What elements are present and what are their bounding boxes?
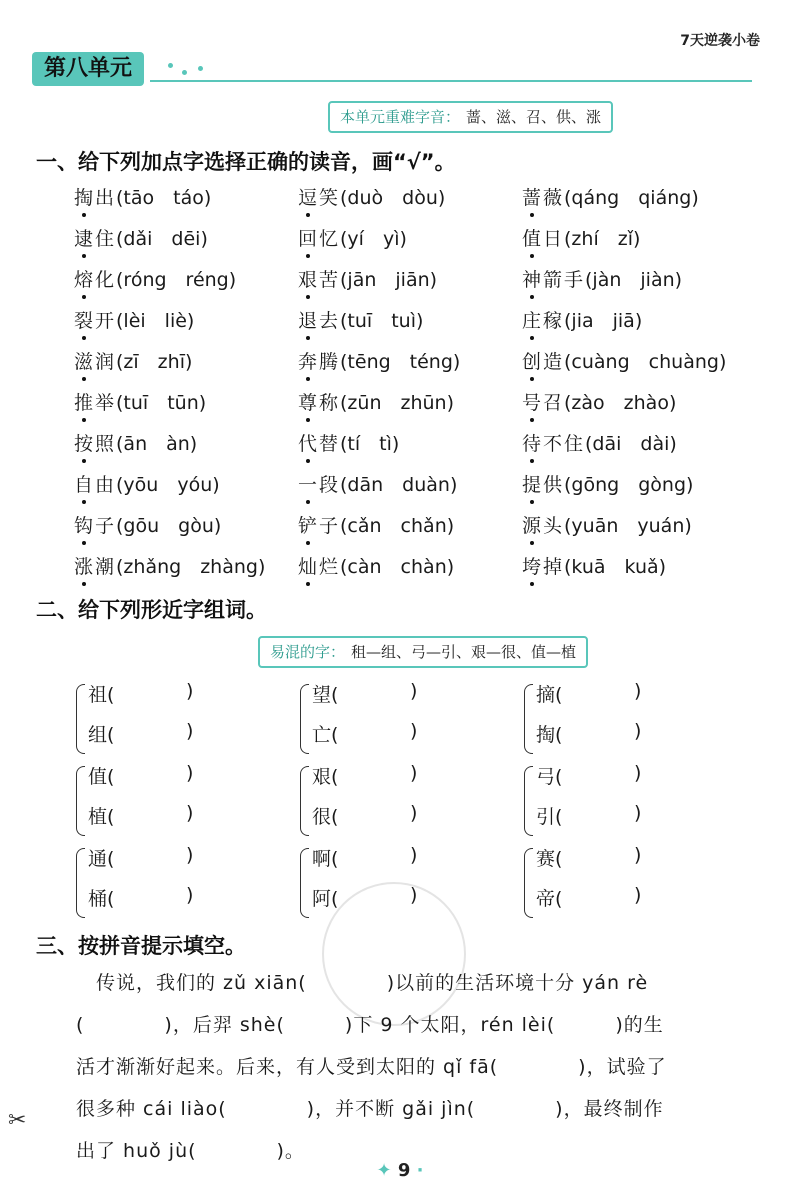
emphasis-dot [82, 418, 86, 422]
choice-pinyin[interactable]: (jia jiā) [564, 310, 643, 332]
emphasis-dot [306, 254, 310, 258]
answer-blank[interactable]: ) [410, 762, 418, 784]
emphasis-dot [530, 418, 534, 422]
char-pair [524, 680, 724, 756]
choice-pinyin[interactable]: (zūn zhūn) [340, 392, 454, 414]
choice-pinyin[interactable]: (tí tì) [340, 433, 400, 455]
confusable-chars-hint [258, 636, 588, 668]
rule-dot [182, 70, 187, 75]
choice-word: 逗笑 [298, 187, 341, 209]
pinyin-choice-item[interactable] [522, 470, 693, 497]
answer-blank[interactable]: ) [634, 884, 642, 906]
scissors-icon: ✂ [8, 1108, 27, 1133]
choice-word: 逮住 [74, 228, 117, 250]
emphasis-dot [82, 459, 86, 463]
choice-word: 回忆 [298, 228, 341, 250]
answer-blank[interactable]: ) [634, 680, 642, 702]
answer-blank[interactable]: ) [186, 844, 194, 866]
emphasis-dot [530, 213, 534, 217]
answer-blank[interactable]: ) [410, 884, 418, 906]
passage-line[interactable]: 出了 huǒ jù( )。 [76, 1140, 305, 1162]
emphasis-dot [306, 541, 310, 545]
pinyin-choice-item[interactable] [522, 224, 640, 251]
unit-title: 第八单元 [32, 52, 144, 86]
choice-pinyin[interactable]: (jàn jiàn) [585, 269, 683, 291]
page-number [0, 1160, 800, 1181]
choice-pinyin[interactable]: (duò dòu) [340, 187, 446, 209]
brace-icon [524, 684, 533, 754]
pinyin-choice-item[interactable] [74, 511, 221, 538]
pinyin-choice-item[interactable] [298, 429, 399, 456]
emphasis-dot [530, 582, 534, 586]
section-1-title: 一、给下列加点字选择正确的读音，画“√”。 [36, 150, 456, 174]
choice-word: 灿烂 [298, 556, 341, 578]
choice-pinyin[interactable]: (tēng téng) [340, 351, 461, 373]
brace-icon [76, 848, 85, 918]
emphasis-dot [306, 418, 310, 422]
brace-icon [300, 766, 309, 836]
emphasis-dot [306, 336, 310, 340]
choice-word: 尊称 [298, 392, 341, 414]
choice-pinyin[interactable]: (dǎi dēi) [116, 228, 208, 250]
choice-pinyin[interactable]: (kuā kuǎ) [564, 556, 667, 578]
answer-blank[interactable]: ) [186, 762, 194, 784]
choice-pinyin[interactable]: (cuàng chuàng) [564, 351, 727, 373]
key-sounds-hint [328, 101, 613, 133]
pinyin-choice-item[interactable] [298, 347, 460, 374]
emphasis-dot [530, 500, 534, 504]
brace-icon [524, 766, 533, 836]
char-prompt: 阿( [312, 888, 339, 910]
char-pair [300, 762, 500, 838]
char-pair [524, 844, 724, 920]
brace-icon [524, 848, 533, 918]
emphasis-dot [530, 541, 534, 545]
answer-blank[interactable]: ) [186, 720, 194, 742]
choice-pinyin[interactable]: (yōu yóu) [116, 474, 220, 496]
choice-word: 蔷薇 [522, 187, 565, 209]
pinyin-choice-item[interactable] [74, 265, 236, 292]
emphasis-dot [82, 213, 86, 217]
char-pair [300, 680, 500, 756]
pinyin-choice-item[interactable] [298, 511, 454, 538]
pinyin-choice-item[interactable] [522, 429, 677, 456]
pinyin-choice-item[interactable] [522, 183, 699, 210]
pinyin-choice-item[interactable] [522, 265, 682, 292]
choice-pinyin[interactable]: (càn chàn) [340, 556, 455, 578]
char-prompt: 摘( [536, 684, 563, 706]
choice-word: 裂开 [74, 310, 117, 332]
brace-icon [300, 684, 309, 754]
brace-icon [76, 684, 85, 754]
answer-blank[interactable]: ) [634, 720, 642, 742]
choice-pinyin[interactable]: (zhǎng zhàng) [116, 556, 266, 578]
choice-word: 待不住 [522, 433, 586, 455]
char-prompt: 啊( [312, 848, 339, 870]
pinyin-choice-item[interactable] [74, 429, 197, 456]
pinyin-choice-item[interactable] [74, 388, 206, 415]
pinyin-choice-item[interactable] [522, 347, 726, 374]
hint-label: 本单元重难字音： [340, 108, 461, 126]
hint-text: 蔷、滋、召、供、涨 [466, 108, 602, 126]
emphasis-dot [306, 295, 310, 299]
emphasis-dot [82, 336, 86, 340]
char-prompt: 祖( [88, 684, 115, 706]
choice-word: 提供 [522, 474, 565, 496]
char-prompt: 桶( [88, 888, 115, 910]
choice-pinyin[interactable]: (zī zhī) [116, 351, 193, 373]
emphasis-dot [306, 459, 310, 463]
char-prompt: 通( [88, 848, 115, 870]
choice-word: 奔腾 [298, 351, 341, 373]
choice-pinyin[interactable]: (dān duàn) [340, 474, 458, 496]
pinyin-choice-item[interactable] [74, 552, 265, 579]
choice-word: 钩子 [74, 515, 117, 537]
emphasis-dot [82, 377, 86, 381]
answer-blank[interactable]: ) [186, 680, 194, 702]
pinyin-choice-item[interactable] [298, 388, 454, 415]
choice-word: 值日 [522, 228, 565, 250]
char-prompt: 值( [88, 766, 115, 788]
choice-word: 滋润 [74, 351, 117, 373]
choice-word: 垮掉 [522, 556, 565, 578]
pinyin-choice-item[interactable] [298, 552, 454, 579]
emphasis-dot [82, 582, 86, 586]
answer-blank[interactable]: ) [634, 762, 642, 784]
pinyin-choice-item[interactable] [298, 183, 445, 210]
hint-text: 租—组、弓—引、艰—很、值—植 [351, 643, 577, 661]
answer-blank[interactable]: ) [186, 802, 194, 824]
choice-word: 代替 [298, 433, 341, 455]
answer-blank[interactable]: ) [634, 802, 642, 824]
choice-pinyin[interactable]: (zhí zǐ) [564, 228, 641, 250]
pinyin-choice-item[interactable] [298, 265, 437, 292]
char-pair [524, 762, 724, 838]
choice-word: 庄稼 [522, 310, 565, 332]
emphasis-dot [306, 582, 310, 586]
brace-icon [300, 848, 309, 918]
passage-line[interactable]: 活才渐渐好起来。后来，有人受到太阳的 qǐ fā( )，试验了 [76, 1056, 667, 1078]
char-prompt: 艰( [312, 766, 339, 788]
choice-pinyin[interactable]: (gōng gòng) [564, 474, 694, 496]
choice-pinyin[interactable]: (yí yì) [340, 228, 407, 250]
pinyin-choice-item[interactable] [522, 306, 642, 333]
emphasis-dot [306, 500, 310, 504]
choice-word: 自由 [74, 474, 117, 496]
title-rule [150, 80, 752, 82]
section-3-title: 三、按拼音提示填空。 [36, 934, 246, 958]
emphasis-dot [530, 254, 534, 258]
choice-pinyin[interactable]: (cǎn chǎn) [340, 515, 455, 537]
char-prompt: 帝( [536, 888, 563, 910]
choice-word: 艰苦 [298, 269, 341, 291]
choice-word: 按照 [74, 433, 117, 455]
choice-word: 号召 [522, 392, 565, 414]
choice-word: 熔化 [74, 269, 117, 291]
pinyin-choice-item[interactable] [74, 347, 192, 374]
pinyin-choice-item[interactable] [298, 306, 423, 333]
choice-pinyin[interactable]: (tuī tuì) [340, 310, 424, 332]
choice-word: 神箭手 [522, 269, 586, 291]
pinyin-choice-item[interactable] [298, 470, 457, 497]
choice-pinyin[interactable]: (gōu gòu) [116, 515, 222, 537]
answer-blank[interactable]: ) [186, 884, 194, 906]
emphasis-dot [530, 377, 534, 381]
emphasis-dot [82, 541, 86, 545]
emphasis-dot [82, 295, 86, 299]
answer-blank[interactable]: ) [410, 720, 418, 742]
star-icon: · [410, 1160, 424, 1181]
answer-blank[interactable]: ) [410, 680, 418, 702]
choice-pinyin[interactable]: (tāo táo) [116, 187, 212, 209]
watermark-stamp [322, 882, 466, 1026]
char-pair [76, 762, 276, 838]
char-prompt: 引( [536, 806, 563, 828]
passage-line[interactable]: 很多种 cái liào( )，并不断 gǎi jìn( )，最终制作 [76, 1098, 664, 1120]
choice-word: 源头 [522, 515, 565, 537]
choice-pinyin[interactable]: (zào zhào) [564, 392, 677, 414]
emphasis-dot [530, 336, 534, 340]
pinyin-choice-item[interactable] [522, 552, 666, 579]
char-prompt: 植( [88, 806, 115, 828]
emphasis-dot [306, 213, 310, 217]
passage-line[interactable]: ( )，后羿 shè( )下 9 个太阳，rén lèi( )的生 [76, 1014, 664, 1036]
choice-pinyin[interactable]: (yuān yuán) [564, 515, 692, 537]
section-2-title: 二、给下列形近字组词。 [36, 598, 267, 622]
answer-blank[interactable]: ) [410, 802, 418, 824]
choice-pinyin[interactable]: (ān àn) [116, 433, 198, 455]
emphasis-dot [82, 254, 86, 258]
pinyin-choice-item[interactable] [74, 183, 211, 210]
emphasis-dot [530, 459, 534, 463]
pinyin-choice-item[interactable] [74, 470, 220, 497]
answer-blank[interactable]: ) [410, 844, 418, 866]
emphasis-dot [82, 500, 86, 504]
rule-dot [168, 63, 173, 68]
choice-pinyin[interactable]: (róng réng) [116, 269, 237, 291]
choice-word: 退去 [298, 310, 341, 332]
choice-word: 铲子 [298, 515, 341, 537]
char-prompt: 望( [312, 684, 339, 706]
choice-word: 涨潮 [74, 556, 117, 578]
char-prompt: 组( [88, 724, 115, 746]
passage-line[interactable]: 传说，我们的 zǔ xiān( )以前的生活环境十分 yán rè [76, 972, 649, 994]
choice-word: 创造 [522, 351, 565, 373]
star-icon: ✦ [376, 1160, 398, 1181]
char-prompt: 赛( [536, 848, 563, 870]
choice-pinyin[interactable]: (lèi liè) [116, 310, 195, 332]
pinyin-choice-item[interactable] [298, 224, 407, 251]
brace-icon [76, 766, 85, 836]
emphasis-dot [306, 377, 310, 381]
choice-pinyin[interactable]: (qáng qiáng) [564, 187, 699, 209]
page-number-text: 9 [397, 1160, 411, 1181]
char-prompt: 弓( [536, 766, 563, 788]
pinyin-choice-item[interactable] [522, 388, 676, 415]
choice-pinyin[interactable]: (tuī tūn) [116, 392, 207, 414]
char-prompt: 亡( [312, 724, 339, 746]
emphasis-dot [530, 295, 534, 299]
rule-dot [198, 66, 203, 71]
choice-word: 一段 [298, 474, 341, 496]
choice-pinyin[interactable]: (jān jiān) [340, 269, 438, 291]
pinyin-choice-item[interactable] [522, 511, 692, 538]
pinyin-choice-item[interactable] [74, 306, 194, 333]
choice-word: 掏出 [74, 187, 117, 209]
hint-label: 易混的字： [270, 643, 346, 661]
answer-blank[interactable]: ) [634, 844, 642, 866]
char-pair [76, 680, 276, 756]
char-pair [76, 844, 276, 920]
series-title: 7天逆袭小卷 [680, 33, 760, 49]
pinyin-choice-item[interactable] [74, 224, 208, 251]
char-prompt: 很( [312, 806, 339, 828]
char-prompt: 掏( [536, 724, 563, 746]
choice-word: 推举 [74, 392, 117, 414]
choice-pinyin[interactable]: (dāi dài) [585, 433, 677, 455]
